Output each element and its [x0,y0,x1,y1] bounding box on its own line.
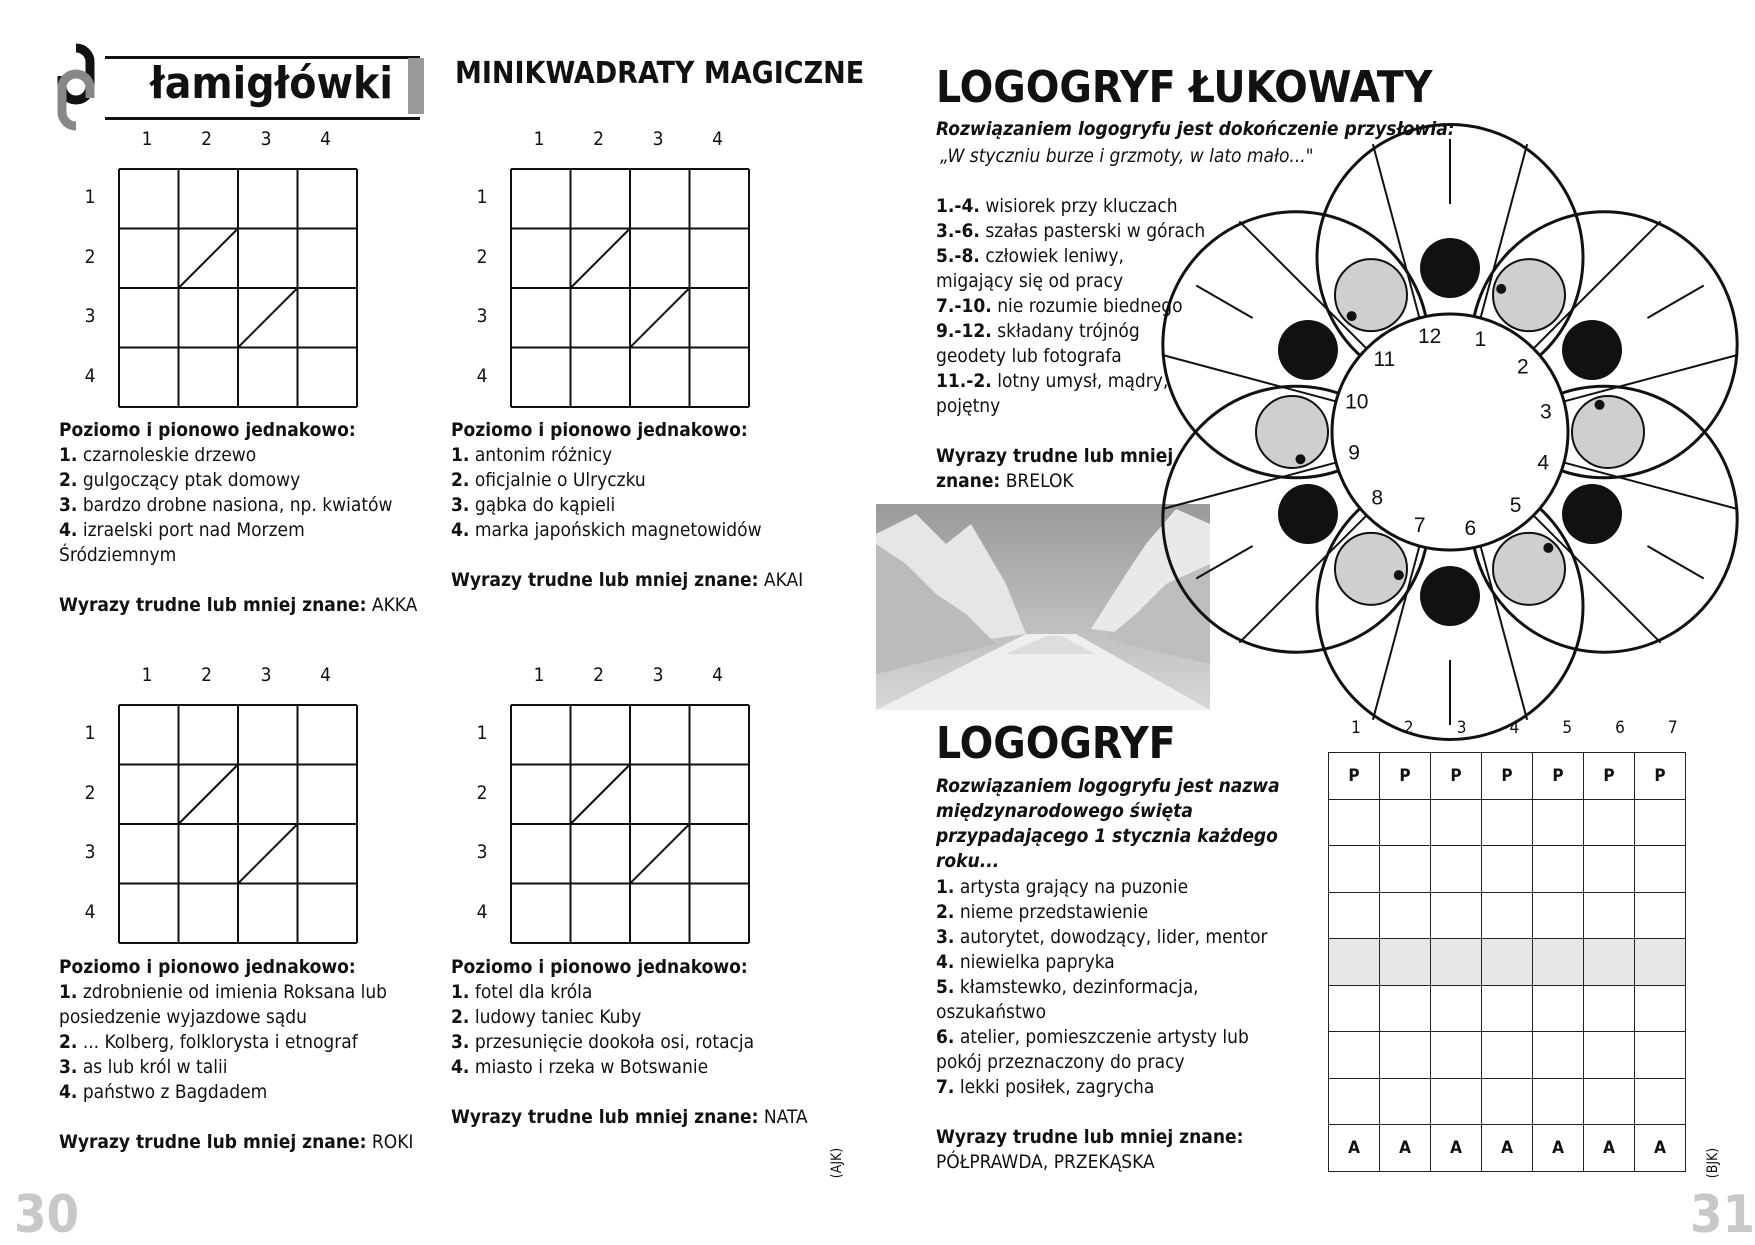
logogryf-cell[interactable] [1329,892,1380,939]
logogryf-cell[interactable] [1380,1078,1431,1125]
logogryf-cell[interactable] [1329,985,1380,1032]
logogryf-cell[interactable]: A [1533,1125,1584,1172]
logogryf-cell[interactable] [1635,846,1686,893]
clock-number: 6 [1464,516,1477,540]
logogryf-cell[interactable] [1329,799,1380,846]
clock-number: 2 [1516,355,1529,379]
logogryf-column-number: 4 [1509,718,1520,738]
logogryf-cell[interactable] [1584,1078,1635,1125]
logogryf-cell[interactable] [1380,799,1431,846]
grid-row-number: 2 [476,781,488,804]
clue: 1. artysta grający na puzonie [936,876,1189,898]
logogryf-cell[interactable] [1431,799,1482,846]
logogryf-cell[interactable] [1482,892,1533,939]
logogryf-row [1329,985,1686,1032]
diagonal-divider [630,288,690,348]
section-title: MINIKWADRATY MAGICZNE [455,56,865,91]
logogryf-column-number: 7 [1667,718,1678,738]
grid-column-number: 3 [652,128,664,150]
logogryf-row [1329,1078,1686,1125]
clock-number: 9 [1348,441,1360,465]
logogryf-cell[interactable] [1482,799,1533,846]
shaded-segment [1572,396,1644,468]
clue-3: 3. as lub król w talii [59,1056,228,1078]
logogryf-cell[interactable]: A [1482,1125,1533,1172]
shaded-segment [1335,259,1407,331]
clue: 6. atelier, pomieszczenie artysty lub pokój przeznaczony do pracy [936,1026,1249,1073]
dot-marker [1295,454,1305,464]
logogryf-cell[interactable] [1482,846,1533,893]
clue-4: 4. państwo z Bagdadem [59,1081,268,1103]
logogryf-cell[interactable]: P [1329,753,1380,800]
grid-column-number: 1 [533,664,545,686]
grid-column-number: 2 [201,128,212,150]
logogryf-lukowaty-intro: Rozwiązaniem logogryfu jest dokończenie przysłowia: [936,118,1455,140]
grid-column-number: 1 [533,128,545,150]
grid-row-number: 1 [476,722,488,744]
logogryf-cell[interactable] [1533,892,1584,939]
dot-marker [1595,400,1605,410]
dot-marker [1543,543,1553,553]
logogryf-row [1329,799,1686,846]
logogryf-cell[interactable] [1533,1078,1584,1125]
logo-mark [56,42,96,132]
logogryf-row [1329,1125,1686,1172]
clue-2: 2. gulgoczący ptak domowy [59,469,301,491]
clue-1: 1. zdrobnienie od imienia Roksana lub posiedzenie wyjazdowe sądu [59,981,388,1028]
logogryf-cell[interactable]: A [1329,1125,1380,1172]
clue: 4. niewielka papryka [936,951,1115,973]
dot-marker [1394,570,1404,580]
logogryf-column-number: 6 [1615,718,1625,738]
shaded-segment [1493,533,1565,605]
clue: 11.-2. lotny umysł, mądry, pojętny [936,370,1169,417]
clue-2: 2. ... Kolberg, folklorysta i etnograf [59,1031,358,1053]
clue-1: 1. antonim różnicy [451,444,613,466]
grid-row-number: 1 [476,186,488,208]
logogryf-cell[interactable] [1329,1032,1380,1079]
logogryf-cell[interactable] [1584,799,1635,846]
clock-number: 1 [1474,327,1487,351]
page-title: łamigłówki [150,58,393,109]
logogryf-cell[interactable] [1380,939,1431,986]
diagonal-divider [179,229,239,289]
diagonal-divider [571,229,631,289]
logogryf-lukowaty-clues [936,194,1221,494]
hard-words: Wyrazy trudne lub mniej znane: BRELOK [936,445,1174,492]
magic-square-grid [118,704,360,946]
logogryf-cell[interactable]: A [1584,1125,1635,1172]
center-circle [1332,314,1568,550]
hard-words: Wyrazy trudne lub mniej znane: ROKI [59,1131,414,1153]
logogryf-cell[interactable] [1482,1078,1533,1125]
grid-row-number: 4 [84,364,96,387]
logogryf-column-number: 3 [1456,718,1467,738]
logogryf-cell[interactable] [1584,939,1635,986]
header-title-bar [408,58,424,114]
logogryf-cell[interactable]: A [1380,1125,1431,1172]
arc-logogriph-diagram [1210,156,1690,690]
grid-row-number: 4 [84,900,96,923]
diagonal-divider [179,765,239,825]
grid-row-number: 3 [476,305,488,327]
grid-row-number: 3 [84,305,96,327]
logogryf-cell[interactable] [1584,846,1635,893]
black-segment [1562,484,1622,544]
clue-4: 4. izraelski port nad Morzem Śródziemnym [59,519,305,566]
grid-column-number: 3 [652,664,664,686]
grid-column-number: 1 [141,128,153,150]
logogryf-cell[interactable]: P [1533,753,1584,800]
clue: 2. nieme przedstawienie [936,901,1149,923]
logogryf-cell[interactable] [1431,892,1482,939]
hard-words: Wyrazy trudne lub mniej znane: AKAI [451,569,804,591]
clue: 5. kłamstewko, dezinformacja, oszukaństwo [936,976,1199,1023]
logogryf-lukowaty-quote: „W styczniu burze i grzmoty, w lato mało..." [940,145,1314,167]
clock-number: 5 [1509,493,1522,517]
logogryf-cell[interactable]: P [1635,753,1686,800]
logogryf-cell[interactable]: P [1431,753,1482,800]
grid-column-number: 4 [712,664,723,686]
logogryf-row [1329,939,1686,986]
clue: 1.-4. wisiorek przy kluczach [936,195,1178,217]
page-number-left: 30 [14,1185,80,1245]
clue-1: 1. czarnoleskie drzewo [59,444,257,466]
magic-square-grid [118,168,360,410]
logogryf-cell[interactable] [1533,1032,1584,1079]
clue: 3. autorytet, dowodzący, lider, mentor [936,926,1268,948]
logogryf-cell[interactable] [1431,1032,1482,1079]
logogryf-cell[interactable] [1533,985,1584,1032]
logogryf-cell[interactable]: A [1431,1125,1482,1172]
puzzle-2-clues: Poziomo i pionowo jednakowo: 1. antonim różnicy 2. oficjalnie o Ulryczku 3. gąbka do kąpieli 4. marka japońskich magnetowidów Wyrazy trudne lub mniej znane: AKAI [451,418,811,593]
grid-row-number: 2 [476,245,488,268]
hard-words: Wyrazy trudne lub mniej znane: AKKA [59,594,418,616]
logogryf-grid [1328,752,1686,1172]
logogryf-title: LOGOGRYF [936,718,1176,769]
black-segment [1562,320,1622,380]
grid-row-number: 3 [84,841,96,863]
logogryf-cell[interactable] [1584,985,1635,1032]
grid-column-number: 4 [320,128,331,150]
grid-row-number: 2 [84,245,96,268]
author-signature-left: (AJK) [829,1147,846,1179]
logogryf-cell[interactable] [1533,939,1584,986]
grid-row-number: 4 [476,364,488,387]
grid-column-number: 4 [712,128,723,150]
puzzle-3-clues: Poziomo i pionowo jednakowo: 1. zdrobnienie od imienia Roksana lub posiedzenie wyjazdowe sądu 2. ... Kolberg, folklorysta i etnograf 3. as lub król w talii 4. państwo z Bagdadem Wyrazy trudne lub mniej znane: ROKI [59,955,429,1155]
logogryf-cell[interactable] [1635,1078,1686,1125]
shaded-segment [1256,396,1328,468]
diagonal-divider [630,824,690,884]
black-segment [1278,320,1338,380]
logogryf-cell[interactable] [1635,892,1686,939]
clue-2: 2. oficjalnie o Ulryczku [451,469,646,491]
logogryf-cell[interactable] [1380,1032,1431,1079]
shaded-segment [1335,533,1407,605]
page-number-right: 31 [1690,1185,1755,1245]
logogryf-cell[interactable] [1329,1078,1380,1125]
clue-1: 1. fotel dla króla [451,981,593,1003]
logogryf-column-number: 2 [1403,718,1414,738]
logogryf-column-number: 1 [1351,718,1361,738]
logogryf-row [1329,846,1686,893]
clock-number: 7 [1413,514,1426,538]
diagonal-divider [238,824,298,884]
logogryf-column-number: 5 [1562,718,1573,738]
clock-number: 12 [1417,325,1442,349]
logogryf-cell[interactable] [1533,846,1584,893]
grid-row-number: 3 [476,841,488,863]
clock-number: 11 [1373,348,1396,372]
clue-4: 4. miasto i rzeka w Botswanie [451,1056,709,1078]
clue: 7. lekki posiłek, zagrycha [936,1076,1155,1098]
magic-square-grid [510,704,752,946]
grid-column-number: 2 [593,128,604,150]
hard-words: Wyrazy trudne lub mniej znane: NATA [451,1106,808,1128]
logogryf-cell[interactable] [1584,1032,1635,1079]
logogryf-cell[interactable] [1380,892,1431,939]
logogryf-cell[interactable] [1533,799,1584,846]
clue-3: 3. gąbka do kąpieli [451,494,616,516]
logogryf-clues [936,875,1296,1175]
puzzle-1-clues: Poziomo i pionowo jednakowo: 1. czarnoleskie drzewo 2. gulgoczący ptak domowy 3. bardzo drobne nasiona, np. kwiatów 4. izraelski port nad Morzem Śródziemnym Wyrazy trudne lub mniej znane: AKKA [59,419,418,616]
logogryf-cell[interactable] [1431,939,1482,986]
logogryf-cell[interactable] [1431,846,1482,893]
clue: 5.-8. człowiek leniwy, migający się od pracy [936,245,1124,292]
grid-column-number: 2 [593,664,604,686]
logogryf-cell[interactable]: P [1584,753,1635,800]
hard-words: Wyrazy trudne lub mniej znane: PÓŁPRAWDA, PRZEKĄSKA [936,1126,1244,1173]
logogryf-cell[interactable] [1635,799,1686,846]
clue-3: 3. przesunięcie dookoła osi, rotacja [451,1031,755,1053]
clue-2: 2. ludowy taniec Kuby [451,1006,642,1028]
winter-road-photo [876,504,1210,710]
logogryf-cell[interactable] [1635,985,1686,1032]
grid-row-number: 2 [84,781,96,804]
clock-number: 10 [1345,390,1369,414]
magic-square-grid [510,168,752,410]
logogryf-row [1329,753,1686,800]
diagonal-divider [238,288,298,348]
logogryf-cell[interactable]: A [1635,1125,1686,1172]
logogryf-cell[interactable] [1635,939,1686,986]
logogryf-cell[interactable] [1380,985,1431,1032]
logogryf-cell[interactable] [1482,939,1533,986]
logogryf-cell[interactable] [1482,985,1533,1032]
puzzle-4-clues: Poziomo i pionowo jednakowo: 1. fotel dla króla 2. ludowy taniec Kuby 3. przesunięcie dookoła osi, rotacja 4. miasto i rzeka w Botswanie Wyrazy trudne lub mniej znane: NATA [451,955,811,1130]
logogryf-cell[interactable]: P [1380,753,1431,800]
diagonal-divider [571,765,631,825]
clue-3: 3. bardzo drobne nasiona, np. kwiatów [59,494,393,516]
clock-number: 3 [1540,400,1552,424]
clue-4: 4. marka japońskich magnetowidów [451,519,762,541]
logogryf-cell[interactable] [1329,846,1380,893]
clue: 7.-10. nie rozumie biednego [936,295,1183,317]
logogryf-lukowaty-title: LOGOGRYF ŁUKOWATY [936,62,1433,113]
shaded-segment [1493,259,1565,331]
grid-column-number: 3 [260,128,272,150]
grid-column-number: 4 [320,664,331,686]
logogryf-intro: Rozwiązaniem logogryfu jest nazwa międzynarodowego święta przypadającego 1 stycznia każdego roku... [936,775,1280,872]
grid-column-number: 1 [141,664,153,686]
clock-number: 8 [1371,486,1384,510]
dot-marker [1496,284,1506,294]
logogryf-cell[interactable] [1482,1032,1533,1079]
dot-marker [1347,311,1357,321]
logogryf-cell[interactable] [1635,1032,1686,1079]
clue: 9.-12. składany trójnóg geodety lub fotografa [936,320,1140,367]
black-segment [1278,484,1338,544]
logogryf-cell[interactable] [1431,985,1482,1032]
logogryf-row [1329,892,1686,939]
logogryf-cell[interactable]: P [1482,753,1533,800]
clock-number: 4 [1537,451,1550,475]
petal-divider [1647,286,1703,319]
logogryf-cell[interactable] [1380,846,1431,893]
grid-row-number: 4 [476,900,488,923]
logogryf-row [1329,1032,1686,1079]
grid-row-number: 1 [84,722,96,744]
clue: 3.-6. szałas pasterski w górach [936,220,1206,242]
logogryf-cell[interactable] [1431,1078,1482,1125]
logogryf-cell[interactable] [1584,892,1635,939]
logogryf-cell[interactable] [1329,939,1380,986]
grid-column-number: 3 [260,664,272,686]
black-segment [1420,238,1480,298]
black-segment [1420,566,1480,626]
petal-divider [1647,546,1703,579]
grid-row-number: 1 [84,186,96,208]
grid-column-number: 2 [201,664,212,686]
author-signature-right: (BJK) [1705,1147,1722,1179]
